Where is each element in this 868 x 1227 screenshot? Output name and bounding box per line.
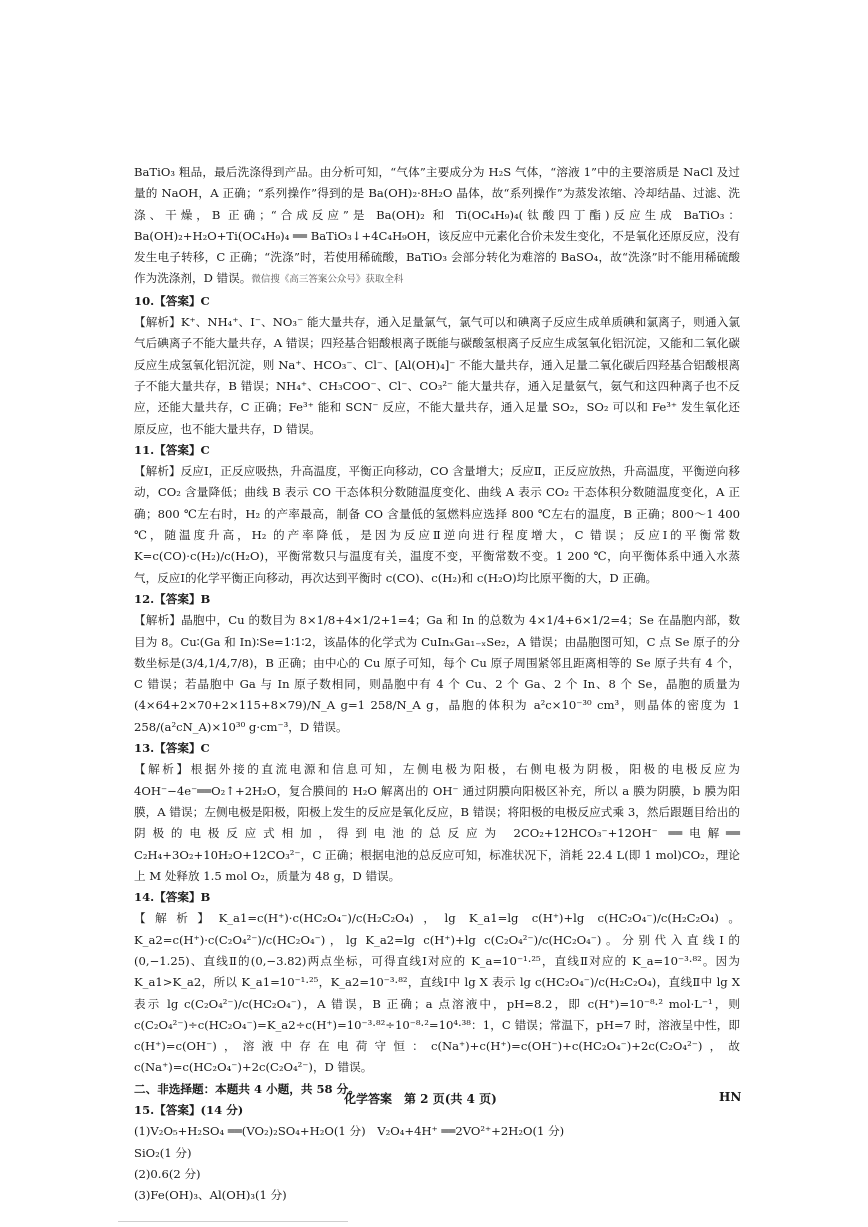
q10-analysis: 【解析】K⁺、NH₄⁺、I⁻、NO₃⁻ 能大量共存，通入足量氯气，氯气可以和碘离子反应生成单质碘和氯离子，则通入氯气后碘离子不能大量共存，A 错误；四羟基合铝酸根离子既能与碳酸氢根离子反应生成氢氧化铝沉淀，又能和二氧化碳反应生成氢氧化铝沉淀，则 Na⁺、HCO₃⁻、Cl⁻、[Al(OH)₄]⁻ 不能大量共存，通入足量二氧化碳后四羟基合铝酸根离子不能大量共存，B 错误；NH₄⁺、CH₃COO⁻、Cl⁻、CO₃²⁻ 能大量共存，通入足量氨气，氨气和这四种离子也不反应，还能大量共存，C 正确；Fe³⁺ 能和 SCN⁻ 反应，不能大量共存，通入足量 SO₂，SO₂ 可以和 Fe³⁺ 发生氧化还原反应，也不能大量共存，D 错误。 <box>134 315 740 436</box>
section-heading: 二、非选择题：本题共 4 小题，共 58 分。 <box>134 1081 360 1096</box>
q13-answer: 13.【答案】C <box>134 741 210 756</box>
region-code: HN <box>719 1090 742 1104</box>
q10-answer: 10.【答案】C <box>134 293 210 308</box>
answer-page <box>134 162 740 1207</box>
watermark-text: 微信搜《高三答案公众号》获取全科 <box>251 274 404 286</box>
q14-answer: 14.【答案】B <box>134 890 211 905</box>
q14-analysis: 【解析】K_a1=c(H⁺)·c(HC₂O₄⁻)/c(H₂C₂O₄)，lg K_a1=lg c(H⁺)+lg c(HC₂O₄⁻)/c(H₂C₂O₄)。K_a2=c(H⁺)·c(C₂O₄²⁻)/c(HC₂O₄⁻)，lg K_a2=lg c(H⁺)+lg c(C₂O₄²⁻)/c(HC₂O₄⁻)。分别代入直线Ⅰ的(0,−1.25)、直线Ⅱ的(0,−3.82)两点坐标，可得直线Ⅰ对应的 K_a=10⁻¹·²⁵，直线Ⅱ对应的 K_a=10⁻³·⁸²。因为 K_a1>K_a2，所以 K_a1=10⁻¹·²⁵，K_a2=10⁻³·⁸²，直线Ⅰ中 lg X 表示 lg c(HC₂O₄⁻)/c(H₂C₂O₄)，直线Ⅱ中 lg X 表示 lg c(C₂O₄²⁻)/c(HC₂O₄⁻)，A 错误，B 正确；a 点溶液中，pH=8.2，即 c(H⁺)=10⁻⁸·² mol·L⁻¹，则 c(C₂O₄²⁻)÷c(HC₂O₄⁻)=K_a2÷c(H⁺)=10⁻³·⁸²÷10⁻⁸·²=10⁴·³⁸：1，C 错误；常温下，pH=7 时，溶液呈中性，即 c(H⁺)=c(OH⁻)，溶液中存在电荷守恒：c(Na⁺)+c(H⁺)=c(OH⁻)+c(HC₂O₄⁻)+2c(C₂O₄²⁻)，故 c(Na⁺)=c(HC₂O₄⁻)+2c(C₂O₄²⁻)，D 错误。 <box>134 911 740 1075</box>
q13-analysis: 【解析】根据外接的直流电源和信息可知，左侧电极为阳极，右侧电极为阴极，阳极的电极反应为 4OH⁻−4e⁻══O₂↑+2H₂O，复合膜间的 H₂O 解离出的 OH⁻ 通过阴膜向阳极区补充，所以 a 膜为阴膜，b 膜为阳膜，A 错误；左侧电极是阳极，阳极上发生的反应是氧化反应，B 错误；将阳极的电极反应式乘 3，然后跟题目给出的阴极的电极反应式相加，得到电池的总反应为 2CO₂+12HCO₃⁻+12OH⁻ ══电解══ C₂H₄+3O₂+10H₂O+12CO₃²⁻，C 正确；根据电池的总反应可知，标准状况下，消耗 22.4 L(即 1 mol)CO₂，理论上 M 处释放 1.5 mol O₂，质量为 48 g，D 错误。 <box>134 762 740 883</box>
q12-answer: 12.【答案】B <box>134 591 211 606</box>
q15-answer: 15.【答案】(14 分) <box>134 1103 244 1118</box>
q15-line-1: (1)V₂O₅+H₂SO₄ ══(VO₂)₂SO₄+H₂O(1 分) V₂O₄+4H⁺ ══2VO²⁺+2H₂O(1 分) <box>134 1124 565 1139</box>
q9-analysis-continued <box>134 162 740 291</box>
bottom-divider <box>118 1221 348 1222</box>
q15-line-4: (3)Fe(OH)₃、Al(OH)₃(1 分) <box>134 1188 287 1203</box>
q9-text: BaTiO₃ 粗品，最后洗涤得到产品。由分析可知，“气体”主要成分为 H₂S 气体，“溶液 1”中的主要溶质是 NaCl 及过量的 NaOH，A 正确；“系列操作”得到的是 Ba(OH)₂·8H₂O 晶体，故“系列操作”为蒸发浓缩、冷却结晶、过滤、洗涤、干燥，B 正确；“合成反应”是 Ba(OH)₂ 和 Ti(OC₄H₉)₄(钛酸四丁酯)反应生成 BaTiO₃：Ba(OH)₂+H₂O+Ti(OC₄H₉)₄ ══ BaTiO₃↓+4C₄H₉OH，该反应中元素化合价未发生变化，不是氧化还原反应，没有发生电子转移，C 正确；“洗涤”时，若使用稀硫酸，BaTiO₃ 会部分转化为难溶的 BaSO₄，故“洗涤”时不能用稀硫酸作为洗涤剂，D 错误。 <box>134 165 740 286</box>
q15-line-3: (2)0.6(2 分) <box>134 1166 201 1181</box>
q11-answer: 11.【答案】C <box>134 442 210 457</box>
q12-analysis: 【解析】晶胞中，Cu 的数目为 8×1/8+4×1/2+1=4；Ga 和 In 的总数为 4×1/4+6×1/2=4；Se 在晶胞内部，数目为 8。Cu∶(Ga 和 In)∶Se=1∶1∶2，该晶体的化学式为 CuInₓGa₁₋ₓSe₂，A 错误；由晶胞图可知，C 点 Se 原子的分数坐标是(3/4,1/4,7/8)，B 正确；由中心的 Cu 原子可知，每个 Cu 原子周围紧邻且距离相等的 Se 原子共有 4 个，C 错误；若晶胞中 Ga 与 In 原子数相同，则晶胞中有 4 个 Cu、2 个 Ga、2 个 In、8 个 Se，晶胞的质量为 (4×64+2×70+2×115+8×79)/N_A g=1 258/N_A g，晶胞的体积为 a²c×10⁻³⁰ cm³，则晶体的密度为 1 258/(a²cN_A)×10³⁰ g·cm⁻³，D 错误。 <box>134 613 740 734</box>
q15-line-2: SiO₂(1 分) <box>134 1145 192 1160</box>
page-number: 化学答案 第 2 页(共 4 页) <box>344 1092 497 1106</box>
q11-analysis: 【解析】反应Ⅰ，正反应吸热，升高温度，平衡正向移动，CO 含量增大；反应Ⅱ，正反应放热，升高温度，平衡逆向移动，CO₂ 含量降低；曲线 B 表示 CO 干态体积分数随温度变化、曲线 A 表示 CO₂ 干态体积分数随温度变化，A 正确；800 ℃左右时，H₂ 的产率最高，制备 CO 含量低的氢燃料应选择 800 ℃左右的温度，B 正确；800～1 400 ℃，随温度升高，H₂ 的产率降低，是因为反应Ⅱ逆向进行程度增大，C 错误；反应Ⅰ的平衡常数 K=c(CO)·c(H₂)/c(H₂O)，平衡常数只与温度有关，温度不变，平衡常数不变。1 200 ℃，向平衡体系中通入水蒸气，反应Ⅰ的化学平衡正向移动，再次达到平衡时 c(CO)、c(H₂)和 c(H₂O)均比原平衡的大，D 正确。 <box>134 464 740 585</box>
